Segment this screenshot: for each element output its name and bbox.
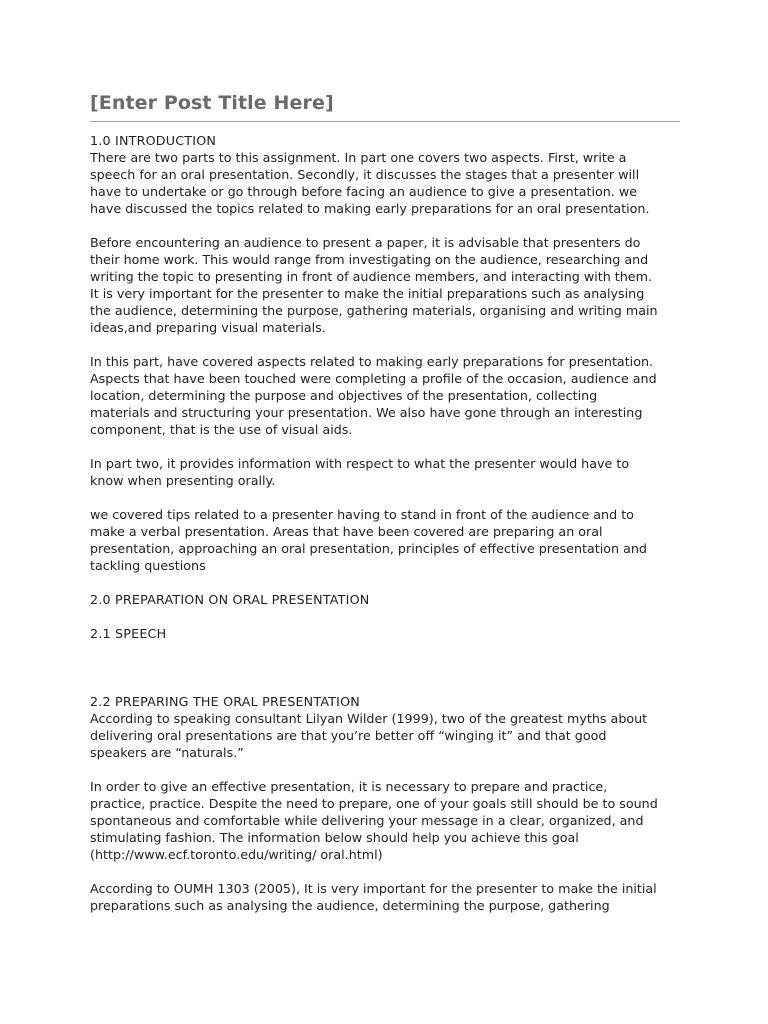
document-page [90,88,680,914]
paragraph-tips: we covered tips related to a presenter having to stand in front of the audience and to make a verbal presentation. Areas that have been covered are preparing an oral presentation, approaching an oral presentation, principles of effective presentation and tackling questions [90,507,647,573]
post-title: [Enter Post Title Here] [90,92,334,114]
preparation-heading: 2.0 PREPARATION ON ORAL PRESENTATION [90,592,370,607]
paragraph-wilder: According to speaking consultant Lilyan Wilder (1999), two of the greatest myths about delivering oral presentations are that you’re better off “winging it” and that good speakers are “naturals.” [90,711,648,760]
paragraph-effective-presentation: In order to give an effective presentation, it is necessary to prepare and practice, practice, practice. Despite the need to prepare, one of your goals still should be to sound spontaneous and comfortable while delivering your message in a clear, organized, and stimulating fashion. The information below should help you achieve this goal (http://www.ecf.toronto.edu/writing/ oral.html) [90,779,658,862]
paragraph-before-encountering: Before encountering an audience to present a paper, it is advisable that presenters do their home work. This would range from investigating on the audience, researching and writing the topic to presenting in front of audience members, and interacting with them. It is very important for the presenter to make the initial preparations such as analysing the audience, determining the purpose, gathering materials, organising and writing main ideas,and preparing visual materials. [90,235,658,335]
introduction-heading: 1.0 INTRODUCTION [90,133,217,148]
speech-heading: 2.1 SPEECH [90,626,167,641]
preparing-presentation-heading: 2.2 PREPARING THE ORAL PRESENTATION [90,694,361,709]
paragraph-part-two: In part two, it provides information with respect to what the presenter would have to know when presenting orally. [90,456,630,488]
title-divider [90,121,680,122]
paragraph-intro: There are two parts to this assignment. In part one covers two aspects. First, write a speech for an oral presentation. Secondly, it discusses the stages that a presenter will have to undertake or go through before facing an audience to give a presentation. we have discussed the topics related to making early preparations for an oral presentation. [90,150,650,216]
paragraph-oumh: According to OUMH 1303 (2005), It is very important for the presenter to make the initial preparations such as analysing the audience, determining the purpose, gathering [90,881,657,913]
paragraph-in-this-part: In this part, have covered aspects related to making early preparations for presentation. Aspects that have been touched were completing a profile of the occasion, audience and location, determining the purpose and objectives of the presentation, collecting materials and structuring your presentation. We also have gone through an interesting component, that is the use of visual aids. [90,354,657,437]
